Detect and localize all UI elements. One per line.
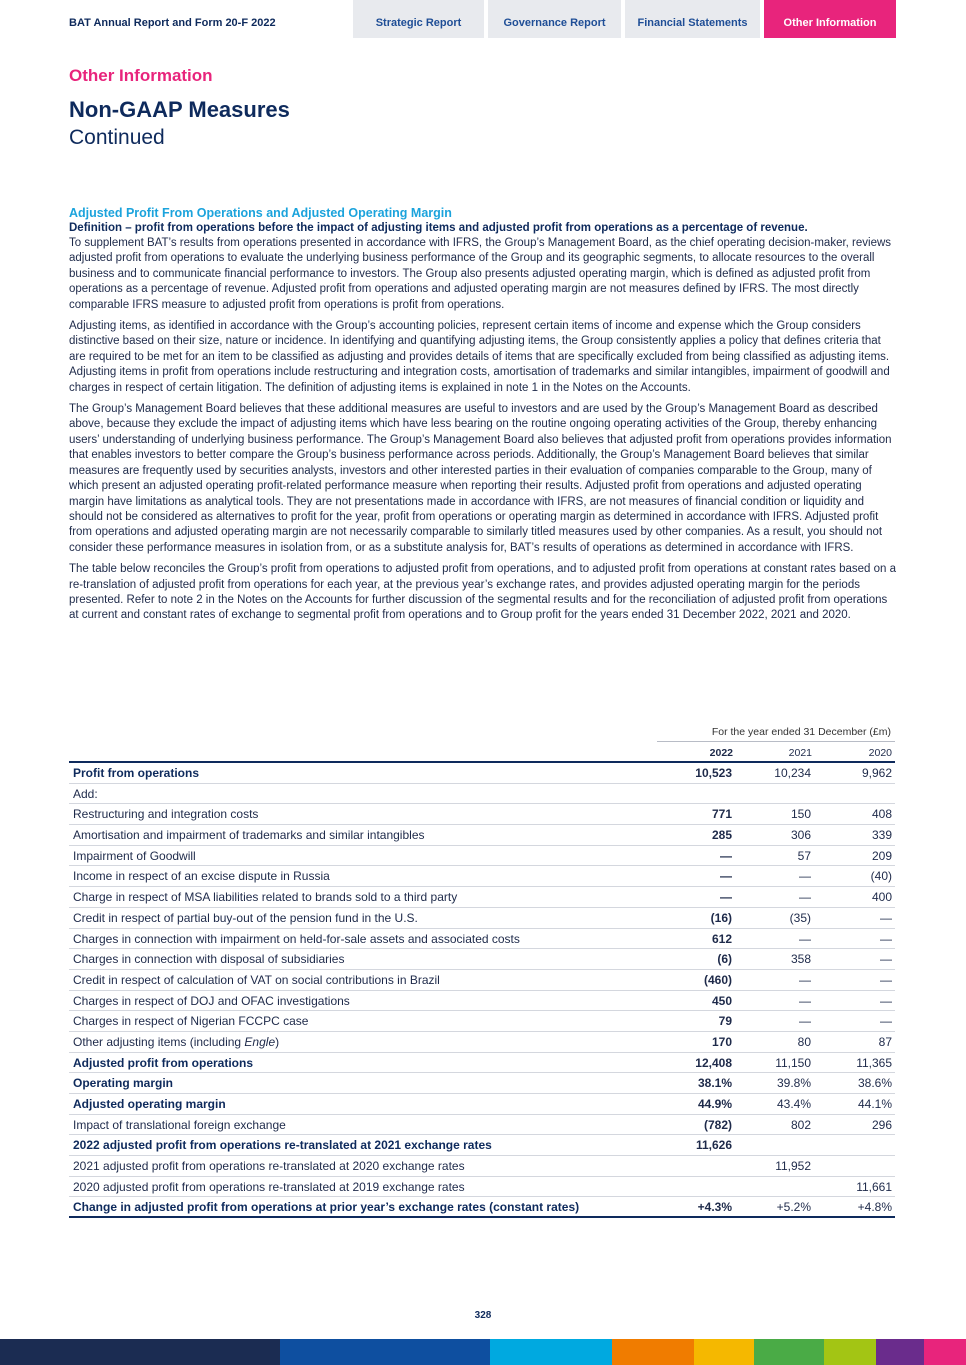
color-segment bbox=[924, 1339, 966, 1365]
table-row bbox=[69, 846, 895, 867]
cell-2021: 57 bbox=[797, 848, 811, 863]
table-row bbox=[69, 1032, 895, 1053]
color-segment bbox=[754, 1339, 824, 1365]
tab-financial-statements[interactable]: Financial Statements bbox=[625, 0, 760, 38]
color-segment bbox=[490, 1339, 612, 1365]
cell-2021: 358 bbox=[790, 952, 811, 967]
table-body bbox=[69, 763, 895, 1218]
section-label: Other Information bbox=[69, 66, 213, 85]
cell-2021: 11,952 bbox=[775, 1159, 811, 1174]
color-segment bbox=[0, 1339, 280, 1365]
table-row bbox=[69, 784, 895, 805]
row-label: Other adjusting items (including Engle) bbox=[73, 1034, 280, 1049]
table-row bbox=[69, 825, 895, 846]
table-row bbox=[69, 887, 895, 908]
table-row bbox=[69, 929, 895, 950]
cell-2020: 11,365 bbox=[856, 1055, 892, 1070]
body-content bbox=[69, 205, 899, 630]
cell-2022: (460) bbox=[703, 972, 732, 987]
cell-2022: — bbox=[720, 848, 732, 863]
color-segment bbox=[612, 1339, 694, 1365]
table-row bbox=[69, 866, 895, 887]
table-row bbox=[69, 1177, 895, 1198]
divider bbox=[657, 741, 895, 742]
table-row bbox=[69, 1135, 895, 1156]
paragraph: Adjusting items, as identified in accordance with the Group’s accounting policies, represent certain items of income and expense which the Group considers distinctive based on their size, nature or incidence. In identifying and quantifying adjusting items, the Group consistently applies a policy that defines criteria that are required to be met for an item to be classified as adjusting and provides details of items that are specifically excluded from being classified as adjusting items. Adjusting items in profit from operations include restructuring and integration costs, amortisation of trademarks and similar intangibles, impairment of goodwill and charges in respect of certain litigation. The definition of adjusting items is explained in note 1 in the Notes on the Accounts. bbox=[69, 320, 890, 394]
table-row bbox=[69, 1115, 895, 1136]
cell-2022: 450 bbox=[711, 993, 732, 1008]
row-label: Credit in respect of calculation of VAT on social contributions in Brazil bbox=[73, 972, 440, 987]
footer-color-bar bbox=[0, 1339, 966, 1365]
cell-2020: — bbox=[880, 993, 892, 1008]
page-title: Non-GAAP Measures bbox=[69, 97, 290, 122]
table-row bbox=[69, 763, 895, 784]
table-row bbox=[69, 991, 895, 1012]
color-segment bbox=[694, 1339, 754, 1365]
cell-2020: — bbox=[880, 910, 892, 925]
cell-2021: — bbox=[799, 890, 811, 905]
section-heading: Adjusted Profit From Operations and Adjusted Operating Margin bbox=[69, 206, 452, 220]
cell-2022: (782) bbox=[703, 1117, 732, 1132]
cell-2022: 44.9% bbox=[697, 1097, 732, 1111]
cell-2020: — bbox=[880, 972, 892, 987]
tab-other-information[interactable]: Other Information bbox=[764, 0, 896, 38]
cell-2020: — bbox=[880, 931, 892, 946]
row-label: Charges in respect of Nigerian FCCPC case bbox=[73, 1014, 309, 1029]
paragraph: The table below reconciles the Group’s profit from operations to adjusted profit from operations, and to adjusted profit from operations at constant rates based on a re-translation of adjusted profit from operations for each year, at the previous year’s exchange rates, and provides adjusted operating margin for the periods presented. Refer to note 2 in the Notes on the Accounts for further discussion of the segmental results and for the reconciliation of adjusted profit from operations at current and constant rates of exchange to segmental profit from operations and to Group profit for the years ended 31 December 2022, 2021 and 2020. bbox=[69, 563, 896, 622]
cell-2021: — bbox=[799, 869, 811, 884]
cell-2020: 296 bbox=[871, 1117, 892, 1132]
row-label: Operating margin bbox=[73, 1076, 174, 1091]
row-label: Charge in respect of MSA liabilities related to brands sold to a third party bbox=[73, 890, 458, 905]
cell-2021: 150 bbox=[790, 807, 811, 822]
row-label: Add: bbox=[73, 786, 98, 801]
cell-2022: 170 bbox=[711, 1034, 732, 1049]
table-row bbox=[69, 1073, 895, 1094]
tab-governance-report[interactable]: Governance Report bbox=[488, 0, 621, 38]
unit-label: For the year ended 31 December (£m) bbox=[711, 726, 891, 738]
tab-strategic-report[interactable]: Strategic Report bbox=[353, 0, 484, 38]
cell-2021: — bbox=[799, 993, 811, 1008]
cell-2020: +4.8% bbox=[857, 1200, 892, 1215]
table-row bbox=[69, 1011, 895, 1032]
document-title: BAT Annual Report and Form 20-F 2022 bbox=[69, 17, 276, 29]
cell-2022: 12,408 bbox=[695, 1055, 732, 1070]
color-segment bbox=[280, 1339, 490, 1365]
table-row bbox=[69, 804, 895, 825]
table-row bbox=[69, 949, 895, 970]
top-navigation bbox=[0, 0, 966, 38]
row-label: Restructuring and integration costs bbox=[73, 807, 259, 822]
year-header-2021: 2021 bbox=[788, 747, 812, 759]
table-row bbox=[69, 970, 895, 991]
cell-2021: 43.4% bbox=[776, 1097, 811, 1111]
table-row bbox=[69, 1197, 895, 1218]
cell-2020: (40) bbox=[870, 869, 892, 884]
row-label: 2021 adjusted profit from operations re-translated at 2020 exchange rates bbox=[73, 1159, 465, 1174]
page-subtitle: Continued bbox=[69, 126, 165, 149]
paragraph: The Group’s Management Board believes that these additional measures are useful to investors and are used by the Group’s Management Board as described above, because they exclude the impact of adjusting items which have less bearing on the routine ongoing operating activities of the Group, thereby enhancing users’ understanding of underlying business performance. The Group’s Management Board also believes that adjusted profit from operations provides information that enables investors to better compare the Group’s business performance across periods. Additionally, the Group’s Management Board believes that similar measures are frequently used by securities analysts, investors and other interested parties in their evaluation of companies comparable to the Group, many of which present an adjusted operating profit-related performance measure when reporting their results. Adjusted profit from operations and adjusted operating margin have limitations as analytical tools. They are not presentations made in accordance with IFRS, are not measures of financial condition or liquidity and should not be considered as alternatives to profit for the year, profit from operations or operating margin as determined in accordance with IFRS. Adjusted profit from operations and adjusted operating margin are not necessarily comparable to similarly titled measures used by other companies. As a result, you should not consider these performance measures in isolation from, or as a substitute analysis for, BAT’s results of operations as determined in accordance with IFRS. bbox=[69, 403, 892, 554]
row-label: Adjusted profit from operations bbox=[73, 1055, 253, 1070]
cell-2022: 79 bbox=[718, 1014, 732, 1029]
cell-2022: — bbox=[720, 890, 732, 905]
definition-text: Definition – profit from operations before the impact of adjusting items and adjusted profit from operations as a percentage of revenue. bbox=[69, 222, 808, 234]
row-label: Charges in respect of DOJ and OFAC investigations bbox=[73, 993, 350, 1008]
year-header-2022: 2022 bbox=[709, 747, 733, 759]
year-header-2020: 2020 bbox=[868, 747, 892, 759]
row-label: Credit in respect of partial buy-out of the pension fund in the U.S. bbox=[73, 910, 418, 925]
cell-2022: 10,523 bbox=[695, 766, 732, 780]
cell-2020: 11,661 bbox=[856, 1179, 892, 1194]
row-label: Amortisation and impairment of trademarks and similar intangibles bbox=[73, 828, 425, 843]
row-label: Charges in connection with impairment on held-for-sale assets and associated costs bbox=[73, 931, 520, 946]
table-row bbox=[69, 908, 895, 929]
cell-2021: (35) bbox=[789, 910, 811, 925]
cell-2022: (6) bbox=[717, 952, 732, 967]
table-row bbox=[69, 1156, 895, 1177]
cell-2022: 38.1% bbox=[697, 1076, 732, 1091]
cell-2020: 408 bbox=[871, 807, 892, 822]
color-segment bbox=[876, 1339, 924, 1365]
cell-2020: 339 bbox=[871, 828, 892, 843]
cell-2022: 11,626 bbox=[695, 1138, 732, 1153]
cell-2020: — bbox=[880, 952, 892, 967]
cell-2022: 285 bbox=[711, 828, 732, 843]
cell-2021: 10,234 bbox=[774, 766, 811, 780]
cell-2020: — bbox=[880, 1014, 892, 1029]
cell-2021: 11,150 bbox=[775, 1055, 811, 1070]
cell-2021: — bbox=[799, 1014, 811, 1029]
cell-2021: — bbox=[799, 931, 811, 946]
cell-2022: 612 bbox=[711, 931, 732, 946]
cell-2022: +4.3% bbox=[697, 1200, 732, 1215]
color-segment bbox=[824, 1339, 876, 1365]
table-row bbox=[69, 1053, 895, 1074]
cell-2020: 38.6% bbox=[857, 1076, 892, 1091]
cell-2022: (16) bbox=[710, 910, 732, 925]
cell-2021: 306 bbox=[790, 828, 811, 843]
cell-2021: 39.8% bbox=[776, 1076, 811, 1091]
row-label: Impact of translational foreign exchange bbox=[73, 1117, 286, 1132]
table-unit-header bbox=[69, 726, 895, 740]
cell-2020: 44.1% bbox=[857, 1097, 892, 1111]
cell-2021: 802 bbox=[790, 1117, 811, 1132]
cell-2020: 9,962 bbox=[861, 766, 892, 780]
cell-2021: 80 bbox=[797, 1034, 811, 1049]
row-label: Impairment of Goodwill bbox=[73, 848, 196, 863]
table-row bbox=[69, 1094, 895, 1115]
year-header-row bbox=[69, 743, 895, 763]
paragraph: To supplement BAT’s results from operations presented in accordance with IFRS, the Group’s Management Board, as the chief operating decision-maker, reviews adjusted profit from operations to evaluate the underlying business performance of the Group and its geographic segments, to allocate resources to the overall business and to communicate financial performance to investors. The Group also presents adjusted operating margin, which is defined as adjusted profit from operations as a percentage of revenue. Adjusted profit from operations and adjusted operating margin are not measures defined by IFRS. The most directly comparable IFRS measure to adjusted profit from operations is profit from operations. bbox=[69, 237, 892, 311]
row-label: Adjusted operating margin bbox=[73, 1097, 226, 1111]
page-number: 328 bbox=[474, 1310, 492, 1321]
cell-2021: — bbox=[799, 972, 811, 987]
cell-2020: 209 bbox=[871, 848, 892, 863]
cell-2020: 400 bbox=[871, 890, 892, 905]
row-label: Charges in connection with disposal of subsidiaries bbox=[73, 952, 345, 967]
row-label: 2020 adjusted profit from operations re-translated at 2019 exchange rates bbox=[73, 1179, 465, 1194]
row-label: Income in respect of an excise dispute in Russia bbox=[73, 869, 330, 884]
cell-2020: 87 bbox=[878, 1034, 892, 1049]
row-label: Profit from operations bbox=[73, 766, 200, 780]
cell-2021: +5.2% bbox=[776, 1200, 811, 1215]
row-label: 2022 adjusted profit from operations re-translated at 2021 exchange rates bbox=[73, 1138, 492, 1153]
cell-2022: — bbox=[720, 869, 732, 884]
row-label: Change in adjusted profit from operations at prior year’s exchange rates (constant rates) bbox=[73, 1200, 580, 1215]
reconciliation-table bbox=[69, 726, 895, 1218]
cell-2022: 771 bbox=[711, 807, 732, 822]
